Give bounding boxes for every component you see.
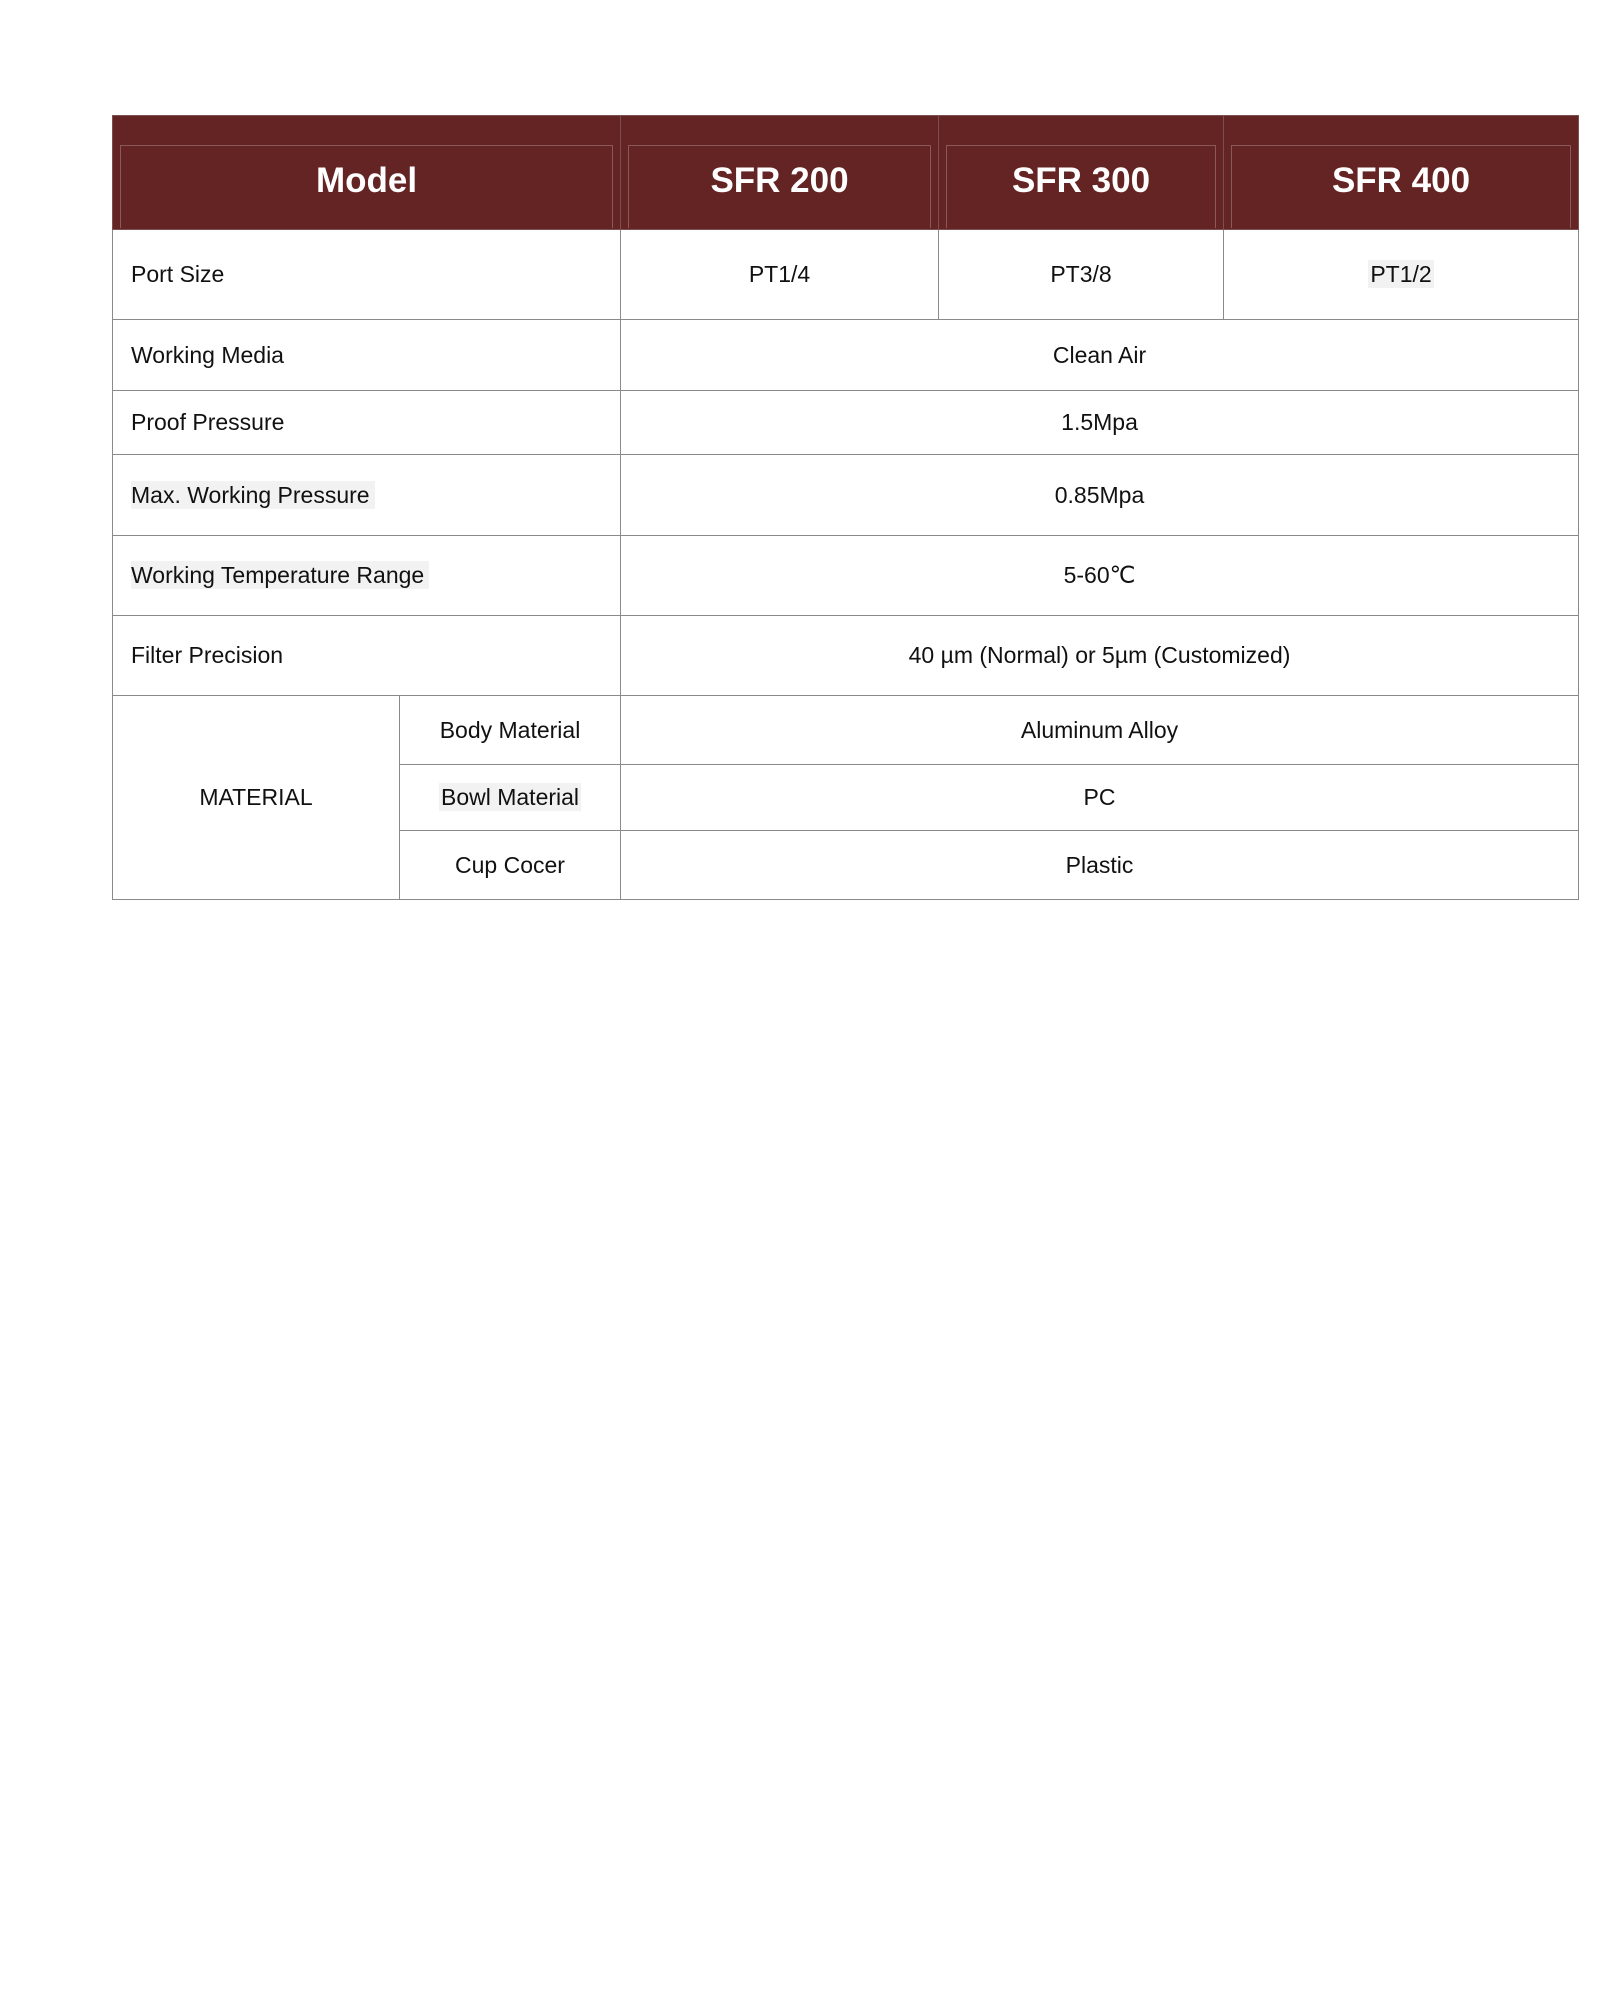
filter-precision-value: 40 µm (Normal) or 5µm (Customized) [621,616,1579,696]
filter-precision-label: Filter Precision [113,616,621,696]
row-working-temperature-range [113,536,1579,616]
working-media-label: Working Media [113,320,621,391]
bowl-material-label: Bowl Material [440,784,580,810]
max-working-pressure-value: 0.85Mpa [621,455,1579,536]
header-sfr300: SFR 300 [1011,161,1151,200]
working-temperature-range-value: 5-60℃ [621,536,1579,616]
working-media-value: Clean Air [621,320,1579,391]
header-sfr200-cell [621,116,939,230]
row-filter-precision [113,616,1579,696]
working-temperature-range-label-cell [113,536,621,616]
port-size-label: Port Size [113,230,621,320]
header-sfr400: SFR 400 [1331,161,1471,200]
header-sfr200: SFR 200 [710,161,849,200]
bowl-material-value: PC [621,765,1579,831]
proof-pressure-label: Proof Pressure [113,391,621,455]
row-working-media [113,320,1579,391]
body-material-value: Aluminum Alloy [621,696,1579,765]
proof-pressure-value: 1.5Mpa [621,391,1579,455]
max-working-pressure-label: Max. Working Pressure [131,481,375,509]
bowl-material-label-cell [400,765,621,831]
cup-cocer-value: Plastic [621,831,1579,900]
row-proof-pressure [113,391,1579,455]
header-sfr400-cell [1224,116,1579,230]
port-size-sfr400-cell [1224,230,1579,320]
working-temperature-range-label: Working Temperature Range [131,561,429,589]
cup-cocer-label: Cup Cocer [400,831,621,900]
row-body-material [113,696,1579,765]
material-group-label: MATERIAL [113,696,400,900]
port-size-sfr200: PT1/4 [621,230,939,320]
spec-table [112,115,1579,900]
body-material-label: Body Material [400,696,621,765]
row-port-size [113,230,1579,320]
row-max-working-pressure [113,455,1579,536]
header-row [113,116,1579,230]
header-sfr300-cell [939,116,1224,230]
header-model-cell [113,116,621,230]
max-working-pressure-label-cell [113,455,621,536]
port-size-sfr300: PT3/8 [939,230,1224,320]
header-model: Model [315,161,418,200]
port-size-sfr400: PT1/2 [1370,261,1432,287]
